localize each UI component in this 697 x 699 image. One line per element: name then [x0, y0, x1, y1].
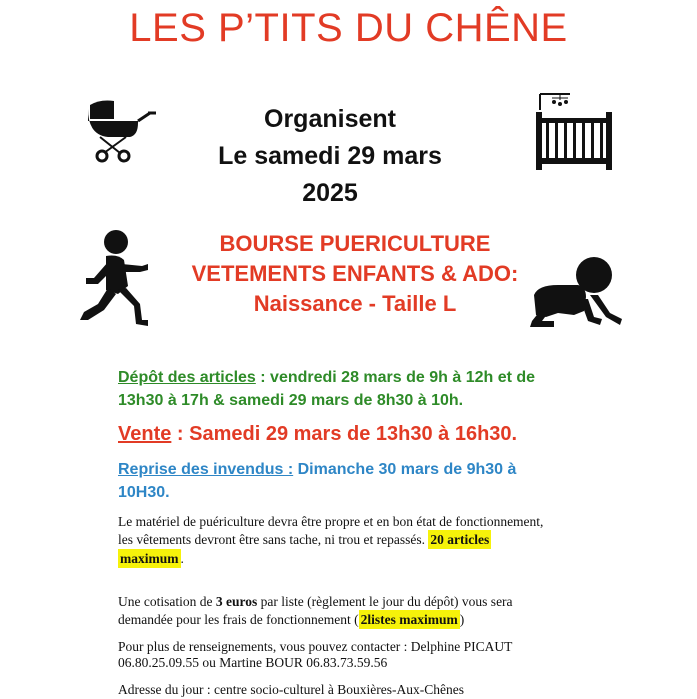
depot-label: Dépôt des articles — [118, 369, 256, 386]
vente-label: Vente — [118, 423, 172, 445]
reprise-text: Dimanche 30 mars de 9h30 à — [293, 461, 517, 478]
stroller-icon — [80, 95, 158, 165]
cotisation-line1: Une cotisation de 3 euros par liste (règlement le jour du dépôt) vous sera — [118, 594, 513, 609]
materiel-line3: maximum . — [120, 551, 184, 566]
highlight-20-articles: 20 articles — [430, 532, 490, 547]
crib-icon — [530, 88, 620, 173]
materiel-line2: les vêtements devront être sans tache, ni trou et repassés. 20 articles — [118, 532, 490, 547]
depot-text: vendredi 28 mars de 9h à 12h et de — [270, 369, 536, 386]
cotisation-amount: 3 euros — [215, 594, 258, 609]
page-title: LES P’TITS DU CHÊNE — [129, 6, 568, 50]
intro-date: Le samedi 29 mars — [218, 142, 442, 170]
depot-line2: 13h30 à 17h & samedi 29 mars de 8h30 à 10h. — [118, 392, 464, 409]
vente-text: : Samedi 29 mars de 13h30 à 16h30. — [171, 423, 518, 445]
reprise-line1 — [118, 458, 516, 481]
reprise-label: Reprise des invendus : — [118, 461, 294, 478]
contact-line2: 06.80.25.09.55 ou Martine BOUR 06.83.73.59.56 — [118, 655, 388, 670]
materiel-line1: Le matériel de puériculture devra être propre et en bon état de fonctionnement, — [118, 514, 544, 529]
intro-organisent: Organisent — [264, 105, 396, 133]
running-child-icon — [76, 228, 152, 330]
intro-year: 2025 — [302, 179, 358, 207]
depot-line1: Dépôt des articles : vendredi 28 mars de 9h à 12h et de — [118, 369, 536, 386]
highlight-maximum: maximum — [120, 551, 179, 566]
bourse-title: BOURSE PUERICULTURE — [219, 231, 491, 256]
bourse-sizes: Naissance - Taille L — [253, 291, 457, 316]
adresse-line: Adresse du jour : centre socio-culturel à Bouxières-Aux-Chênes — [118, 682, 465, 697]
bourse-subtitle: VETEMENTS ENFANTS & ADO: — [191, 261, 519, 286]
highlight-2listes: 2listes maximum — [360, 612, 458, 627]
reprise-line2: 10H30. — [118, 484, 170, 501]
vente-line — [118, 421, 517, 447]
contact-line1: Pour plus de renseignements, vous pouvez contacter : Delphine PICAUT — [118, 639, 513, 654]
cotisation-line2: demandée pour les frais de fonctionnement ( 2listes maximum ) — [118, 612, 465, 627]
